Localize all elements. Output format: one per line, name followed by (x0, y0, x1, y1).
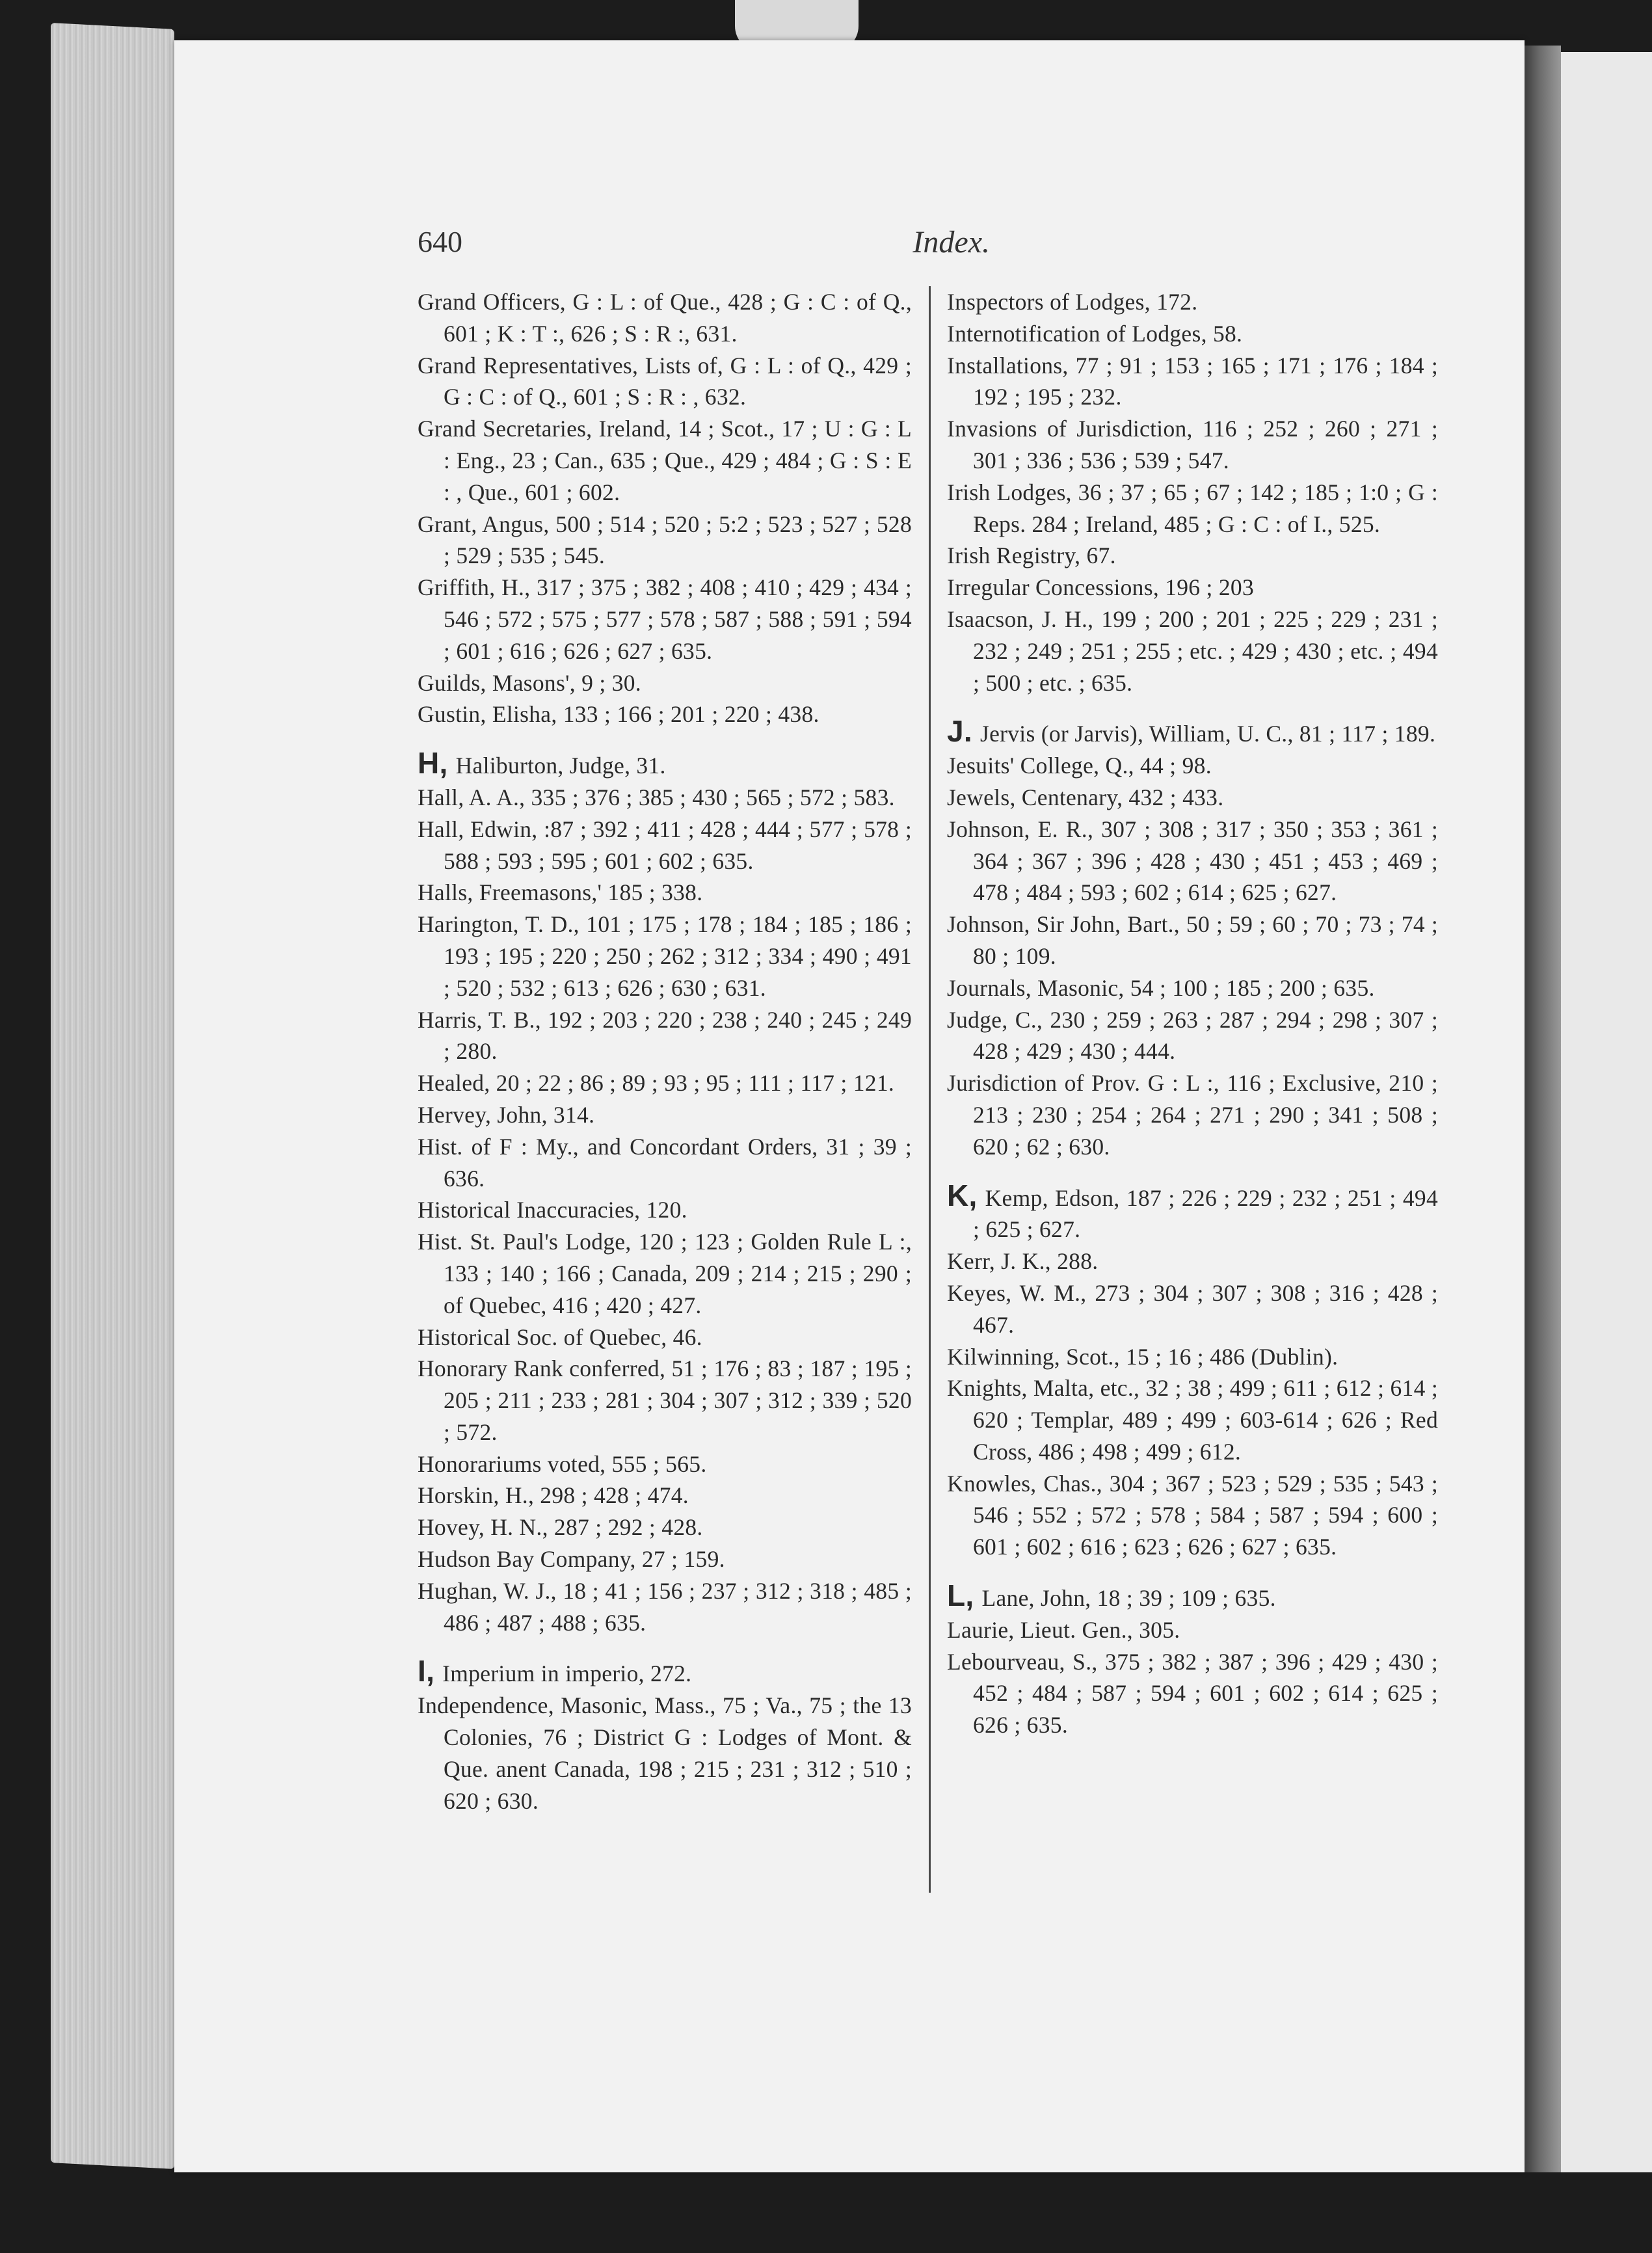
index-entry-text: Jurisdiction of Prov. G : L :, 116 ; Exclusive, 210 ; 213 ; 230 ; 254 ; 264 ; 271 ; 290 ; 341 ; 508 ; 620 ; 62 ; 630. (947, 1070, 1438, 1160)
index-entry (418, 350, 912, 414)
section-letter: I, (418, 1654, 435, 1688)
section-letter: H, (418, 746, 448, 780)
index-entry-text: Hist. St. Paul's Lodge, 120 ; 123 ; Golden Rule L :, 133 ; 140 ; 166 ; Canada, 209 ; 214 ; 215 ; 290 ; of Quebec, 416 ; 420 ; 427. (418, 1229, 912, 1318)
index-entry-text: Jewels, Centenary, 432 ; 433. (947, 784, 1224, 810)
index-entry-text: Halls, Freemasons,' 185 ; 338. (418, 879, 703, 906)
index-entry-text: Healed, 20 ; 22 ; 86 ; 89 ; 93 ; 95 ; 111 ; 117 ; 121. (418, 1070, 895, 1097)
index-entry (418, 1655, 912, 1690)
index-entry (947, 1580, 1438, 1614)
index-entry (947, 413, 1438, 477)
index-entry-text: Haliburton, Judge, 31. (455, 753, 666, 779)
index-entry (947, 477, 1438, 540)
index-entry (418, 1322, 912, 1353)
index-entry (947, 1277, 1438, 1341)
index-entry (418, 509, 912, 572)
index-entry-text: Honorary Rank conferred, 51 ; 176 ; 83 ; 187 ; 195 ; 205 ; 211 ; 233 ; 281 ; 304 ; 307 ; 312 ; 339 ; 520 ; 572. (418, 1355, 912, 1445)
index-entry (947, 1646, 1438, 1741)
index-entry (418, 286, 912, 350)
facing-page-edge (1561, 52, 1652, 2172)
index-entry-text: Gustin, Elisha, 133 ; 166 ; 201 ; 220 ; 438. (418, 701, 819, 728)
index-entry-text: Kilwinning, Scot., 15 ; 16 ; 486 (Dublin). (947, 1343, 1339, 1370)
index-entry (947, 286, 1438, 318)
index-entry-text: Lebourveau, S., 375 ; 382 ; 387 ; 396 ; 429 ; 430 ; 452 ; 484 ; 587 ; 594 ; 601 ; 602 ; 614 ; 625 ; 626 ; 635. (947, 1648, 1438, 1739)
index-column-right (947, 286, 1438, 1741)
section-letter: K, (947, 1178, 978, 1212)
index-entry-text: Judge, C., 230 ; 259 ; 263 ; 287 ; 294 ; 298 ; 307 ; 428 ; 429 ; 430 ; 444. (947, 1006, 1438, 1065)
index-entry-text: Independence, Masonic, Mass., 75 ; Va., 75 ; the 13 Colonies, 76 ; District G : Lodges of Mont. & Que. anent Canada, 198 ; 215 ; 231 ; 312 ; 510 ; 620 ; 630. (418, 1692, 912, 1814)
index-entry (418, 1194, 912, 1226)
index-entry-text: Imperium in imperio, 272. (442, 1660, 692, 1687)
index-entry-text: Jervis (or Jarvis), William, U. C., 81 ; 117 ; 189. (979, 721, 1436, 747)
index-entry-text: Jesuits' College, Q., 44 ; 98. (947, 753, 1212, 779)
index-entry-text: Inspectors of Lodges, 172. (947, 289, 1198, 315)
index-entry (418, 1575, 912, 1639)
index-entry (418, 747, 912, 782)
index-entry (947, 1614, 1438, 1646)
page-header (418, 224, 990, 263)
index-entry (947, 572, 1438, 604)
index-entry-text: Invasions of Jurisdiction, 116 ; 252 ; 260 ; 271 ; 301 ; 336 ; 536 ; 539 ; 547. (947, 416, 1438, 473)
index-entry-text: Isaacson, J. H., 199 ; 200 ; 201 ; 225 ; 229 ; 231 ; 232 ; 249 ; 251 ; 255 ; etc. ; 429 ; 430 ; etc. ; 494 ; 500 ; etc. ; 635. (947, 606, 1438, 696)
index-entry (947, 318, 1438, 350)
index-entry-text: Irish Registry, 67. (947, 542, 1116, 569)
index-entry (947, 814, 1438, 909)
index-entry (418, 1480, 912, 1512)
index-entry (418, 1353, 912, 1448)
index-entry-text: Hist. of F : My., and Concordant Orders, 31 ; 39 ; 636. (418, 1133, 912, 1192)
index-entry-text: Guilds, Masons', 9 ; 30. (418, 669, 641, 696)
index-entry-text: Harington, T. D., 101 ; 175 ; 178 ; 184 ; 185 ; 186 ; 193 ; 195 ; 220 ; 250 ; 262 ; 312 ; 334 ; 490 ; 491 ; 520 ; 532 ; 613 ; 626 ; 630 ; 631. (418, 911, 912, 1001)
index-entry (418, 909, 912, 1004)
index-entry (418, 1131, 912, 1195)
index-entry (947, 350, 1438, 414)
page-number: 640 (418, 225, 462, 258)
book-gutter (1525, 46, 1561, 2172)
index-entry-text: Horskin, H., 298 ; 428 ; 474. (418, 1482, 689, 1509)
index-entry (947, 782, 1438, 814)
index-entry (418, 1512, 912, 1543)
index-entry (947, 1067, 1438, 1162)
index-entry (947, 1372, 1438, 1467)
index-entry-text: Grand Representatives, Lists of, G : L : of Q., 429 ; G : C : of Q., 601 ; S : R : , 632. (418, 352, 912, 410)
index-entry (947, 715, 1438, 750)
index-entry (418, 1448, 912, 1480)
index-entry (947, 1004, 1438, 1068)
index-entry-text: Hughan, W. J., 18 ; 41 ; 156 ; 237 ; 312 ; 318 ; 485 ; 486 ; 487 ; 488 ; 635. (418, 1577, 912, 1636)
index-entry (418, 1226, 912, 1321)
index-entry-text: Griffith, H., 317 ; 375 ; 382 ; 408 ; 410 ; 429 ; 434 ; 546 ; 572 ; 575 ; 577 ; 578 ; 587 ; 588 ; 591 ; 594 ; 601 ; 616 ; 626 ; 627 ; 635. (418, 574, 912, 664)
index-entry (418, 1690, 912, 1817)
index-column-left (418, 286, 912, 1817)
index-entry-text: Irish Lodges, 36 ; 37 ; 65 ; 67 ; 142 ; 185 ; 1:0 ; G : Reps. 284 ; Ireland, 485 ; G : C : of I., 525. (947, 479, 1438, 537)
index-entry-text: Irregular Concessions, 196 ; 203 (947, 574, 1255, 601)
index-entry-text: Johnson, E. R., 307 ; 308 ; 317 ; 350 ; 353 ; 361 ; 364 ; 367 ; 396 ; 428 ; 430 ; 451 ; 453 ; 469 ; 478 ; 484 ; 593 ; 602 ; 614 ; 625 ; 627. (947, 816, 1438, 906)
index-entry-text: Hervey, John, 314. (418, 1101, 595, 1128)
index-entry-text: Grand Secretaries, Ireland, 14 ; Scot., 17 ; U : G : L : Eng., 23 ; Can., 635 ; Que., 429 ; 484 ; G : S : E : , Que., 601 ; 602. (418, 416, 912, 505)
index-entry (418, 667, 912, 699)
index-entry-text: Internotification of Lodges, 58. (947, 320, 1243, 347)
index-entry (947, 972, 1438, 1004)
index-entry-text: Grand Officers, G : L : of Que., 428 ; G : C : of Q., 601 ; K : T :, 626 ; S : R :, 631. (418, 289, 912, 347)
book-page-edges (51, 23, 174, 2169)
index-entry-text: Grant, Angus, 500 ; 514 ; 520 ; 5:2 ; 523 ; 527 ; 528 ; 529 ; 535 ; 545. (418, 511, 912, 569)
index-entry (947, 604, 1438, 699)
index-entry (418, 814, 912, 877)
index-entry-text: Hudson Bay Company, 27 ; 159. (418, 1546, 725, 1573)
index-entry-text: Installations, 77 ; 91 ; 153 ; 165 ; 171 ; 176 ; 184 ; 192 ; 195 ; 232. (947, 352, 1438, 410)
index-entry-text: Knowles, Chas., 304 ; 367 ; 523 ; 529 ; 535 ; 543 ; 546 ; 552 ; 572 ; 578 ; 584 ; 587 ; 594 ; 600 ; 601 ; 602 ; 616 ; 623 ; 626 ; 627 ; 635. (947, 1470, 1438, 1560)
running-head: Index. (913, 225, 990, 260)
index-entry (947, 1246, 1438, 1277)
index-entry (418, 413, 912, 508)
index-entry-text: Hall, Edwin, :87 ; 392 ; 411 ; 428 ; 444 ; 577 ; 578 ; 588 ; 593 ; 595 ; 601 ; 602 ; 635. (418, 816, 912, 874)
index-entry (947, 1341, 1438, 1373)
index-entry (947, 909, 1438, 972)
index-entry (947, 1180, 1438, 1246)
section-letter: L, (947, 1579, 974, 1613)
index-entry (947, 750, 1438, 782)
index-entry-text: Honorariums voted, 555 ; 565. (418, 1450, 707, 1477)
index-entry-text: Harris, T. B., 192 ; 203 ; 220 ; 238 ; 240 ; 245 ; 249 ; 280. (418, 1006, 912, 1065)
index-entry (418, 782, 912, 814)
index-entry-text: Hovey, H. N., 287 ; 292 ; 428. (418, 1514, 703, 1541)
index-entry (418, 877, 912, 909)
index-entry (418, 572, 912, 667)
index-entry (418, 1004, 912, 1068)
index-entry-text: Hall, A. A., 335 ; 376 ; 385 ; 430 ; 565 ; 572 ; 583. (418, 784, 895, 810)
index-entry (418, 699, 912, 730)
index-entry-text: Kemp, Edson, 187 ; 226 ; 229 ; 232 ; 251 ; 494 ; 625 ; 627. (973, 1184, 1438, 1243)
section-letter: J. (947, 714, 972, 749)
index-entry (418, 1099, 912, 1131)
index-entry-text: Historical Inaccuracies, 120. (418, 1197, 687, 1223)
index-entry-text: Johnson, Sir John, Bart., 50 ; 59 ; 60 ; 70 ; 73 ; 74 ; 80 ; 109. (947, 911, 1438, 969)
index-entry (418, 1543, 912, 1575)
index-entry-text: Kerr, J. K., 288. (947, 1248, 1099, 1275)
index-entry (947, 540, 1438, 572)
index-entry-text: Keyes, W. M., 273 ; 304 ; 307 ; 308 ; 316 ; 428 ; 467. (947, 1279, 1438, 1338)
column-divider (929, 286, 931, 1893)
index-entry-text: Laurie, Lieut. Gen., 305. (947, 1616, 1180, 1643)
index-entry-text: Lane, John, 18 ; 39 ; 109 ; 635. (981, 1585, 1276, 1612)
index-entry-text: Historical Soc. of Quebec, 46. (418, 1324, 702, 1350)
index-entry-text: Journals, Masonic, 54 ; 100 ; 185 ; 200 ; 635. (947, 974, 1375, 1001)
index-entry-text: Knights, Malta, etc., 32 ; 38 ; 499 ; 611 ; 612 ; 614 ; 620 ; Templar, 489 ; 499 ; 603-614 ; 626 ; Red Cross, 486 ; 498 ; 499 ; 612. (947, 1375, 1438, 1465)
index-entry (947, 1468, 1438, 1563)
index-entry (418, 1067, 912, 1099)
